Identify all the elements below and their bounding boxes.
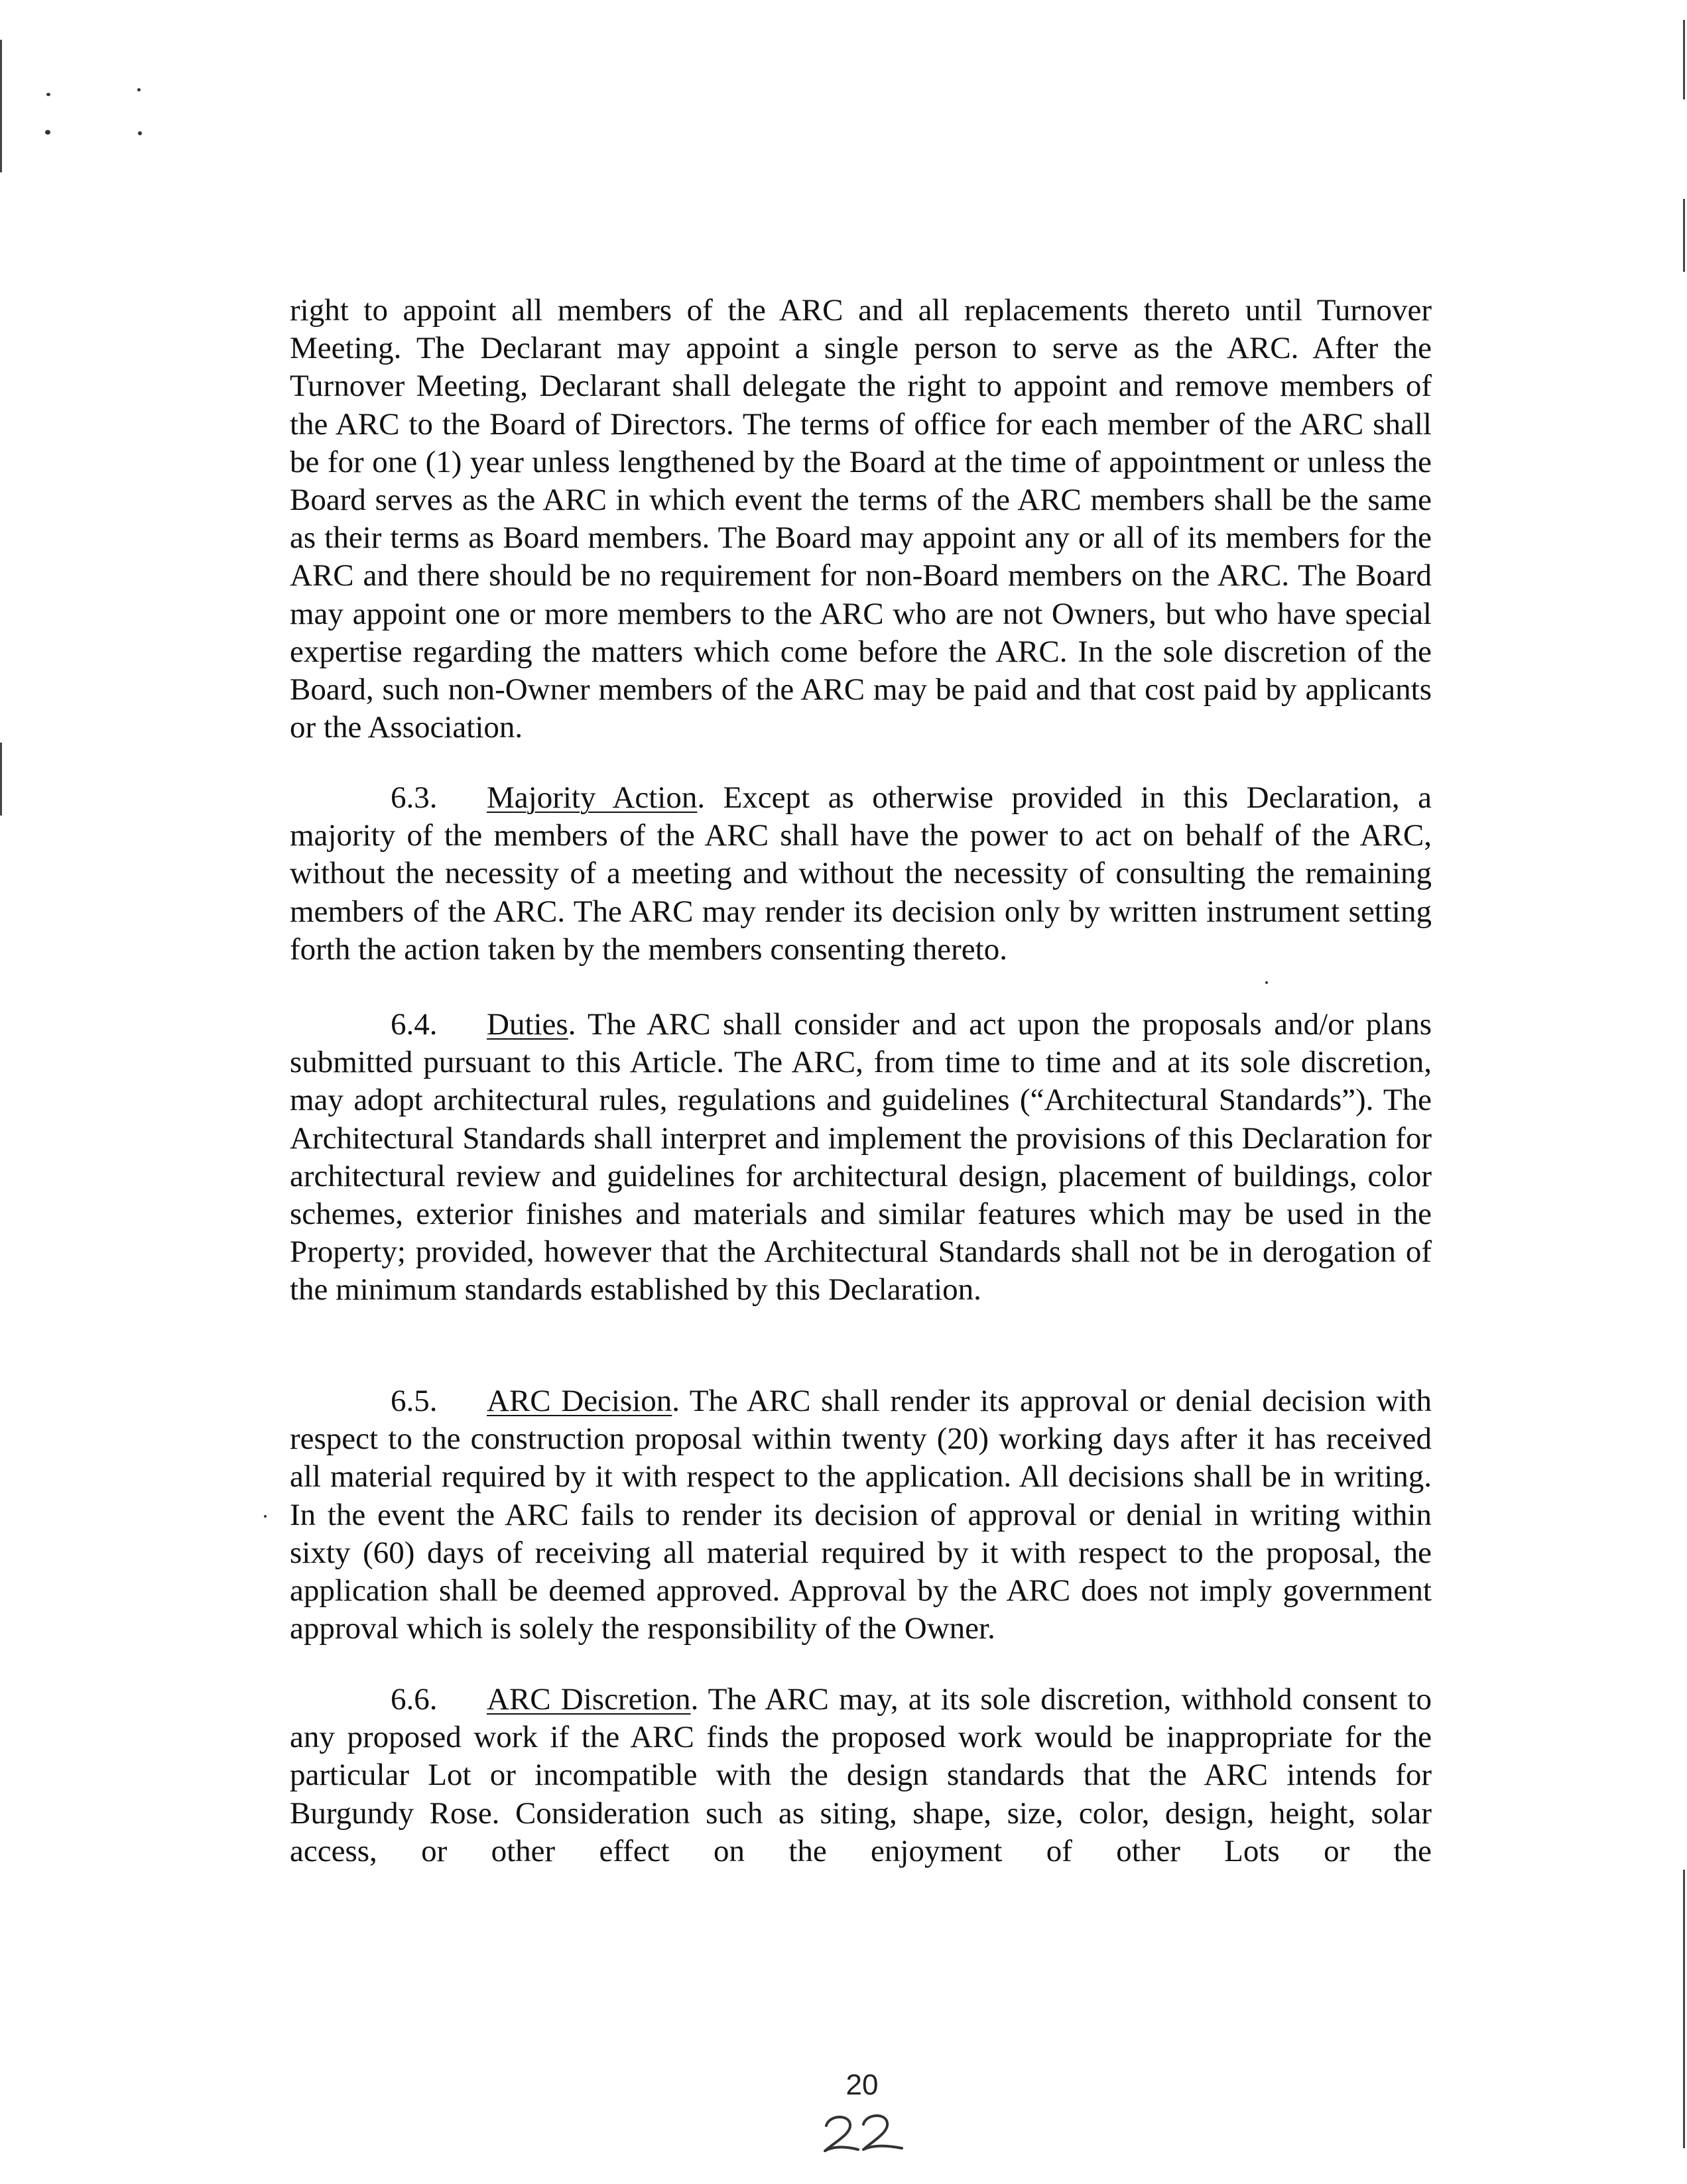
section-6-5-text [290, 1382, 1432, 1648]
scan-speck [137, 88, 141, 91]
scan-speck [264, 1515, 267, 1518]
scan-edge-left-mid [0, 743, 2, 816]
section-6-3 [290, 779, 1432, 969]
section-title: ARC Discretion [487, 1682, 691, 1717]
scan-edge-right-mid [1683, 199, 1685, 272]
section-6-5 [290, 1382, 1432, 1648]
intro-paragraph-text: right to appoint all members of the ARC and all replacements thereto until Turnover Meeting. The Declarant may appoint a single person to serve as the ARC. After the Turnover Meeting, Declarant shall delegate the right to appoint and remove members of the ARC to the Board of Directors. The terms of office for each member of the ARC shall be for one (1) year unless lengthened by the Board at the time of appointment or unless the Board serves as the ARC in which event the terms of the ARC members shall be the same as their terms as Board members. The Board may appoint any or all of its members for the ARC and there should be no requirement for non-Board members on the ARC. The Board may appoint one or more members to the ARC who are not Owners, but who have special expertise regarding the matters which come before the ARC. In the sole discretion of the Board, such non-Owner members of the ARC may be paid and that cost paid by applicants or the Association. [290, 293, 1432, 745]
intro-paragraph [290, 292, 1432, 747]
scan-speck [1265, 981, 1268, 984]
section-body: . The ARC may, at its sole discretion, withhold consent to any proposed work if the ARC finds the proposed work would be inappropriate for the particular Lot or incompatible with the design standards that the ARC intends for Burgundy Rose. Consideration such as siting, shape, size, color, design, height, solar access, or other effect on the enjoyment of other Lots or the [290, 1682, 1432, 1868]
section-body: . The ARC shall consider and act upon the proposals and/or plans submitted pursuant to this Article. The ARC, from time to time and at its sole discretion, may adopt architectural rules, regulations and guidelines (“Architectural Standards”). The Architectural Standards shall interpret and implement the provisions of this Declaration for architectural review and guidelines for architectural design, placement of buildings, color schemes, exterior finishes and materials and similar features which may be used in the Property; provided, however that the Architectural Standards shall not be in derogation of the minimum standards established by this Declaration. [290, 1007, 1432, 1307]
section-body: . Except as otherwise provided in this Declaration, a majority of the members of the ARC shall have the power to act on behalf of the ARC, without the necessity of a meeting and without the necessity of consulting the remaining members of the ARC. The ARC may render its decision only by written instrument setting forth the action taken by the members consenting thereto. [290, 780, 1432, 967]
section-number: 6.3. [391, 780, 438, 815]
section-6-6-text [290, 1681, 1432, 1870]
section-title: Majority Action [487, 780, 698, 815]
handwritten-page-number [817, 2107, 910, 2160]
section-number: 6.5. [391, 1384, 438, 1418]
section-6-3-text [290, 779, 1432, 969]
section-number: 6.4. [391, 1007, 438, 1042]
scan-speck [46, 93, 50, 96]
section-number: 6.6. [391, 1682, 438, 1717]
scan-speck [45, 130, 50, 135]
scan-edge-right-low [1683, 1870, 1685, 2148]
scan-speck [138, 131, 142, 135]
section-6-6 [290, 1681, 1432, 1870]
section-6-4 [290, 1006, 1432, 1309]
section-title: Duties [487, 1007, 568, 1042]
scan-edge-right-top [1683, 20, 1685, 99]
section-body: . The ARC shall render its approval or denial decision with respect to the construction proposal within twenty (20) working days after it has received all material required by it with respect to the application. All decisions shall be in writing. In the event the ARC fails to render its decision of approval or denial in writing within sixty (60) days of receiving all material required by it with respect to the proposal, the application shall be deemed approved. Approval by the ARC does not imply government approval which is solely the responsibility of the Owner. [290, 1384, 1432, 1646]
section-title: ARC Decision [487, 1384, 672, 1418]
scan-edge-left-top [0, 40, 2, 172]
page-number: 20 [845, 2069, 879, 2101]
section-6-4-text [290, 1006, 1432, 1309]
